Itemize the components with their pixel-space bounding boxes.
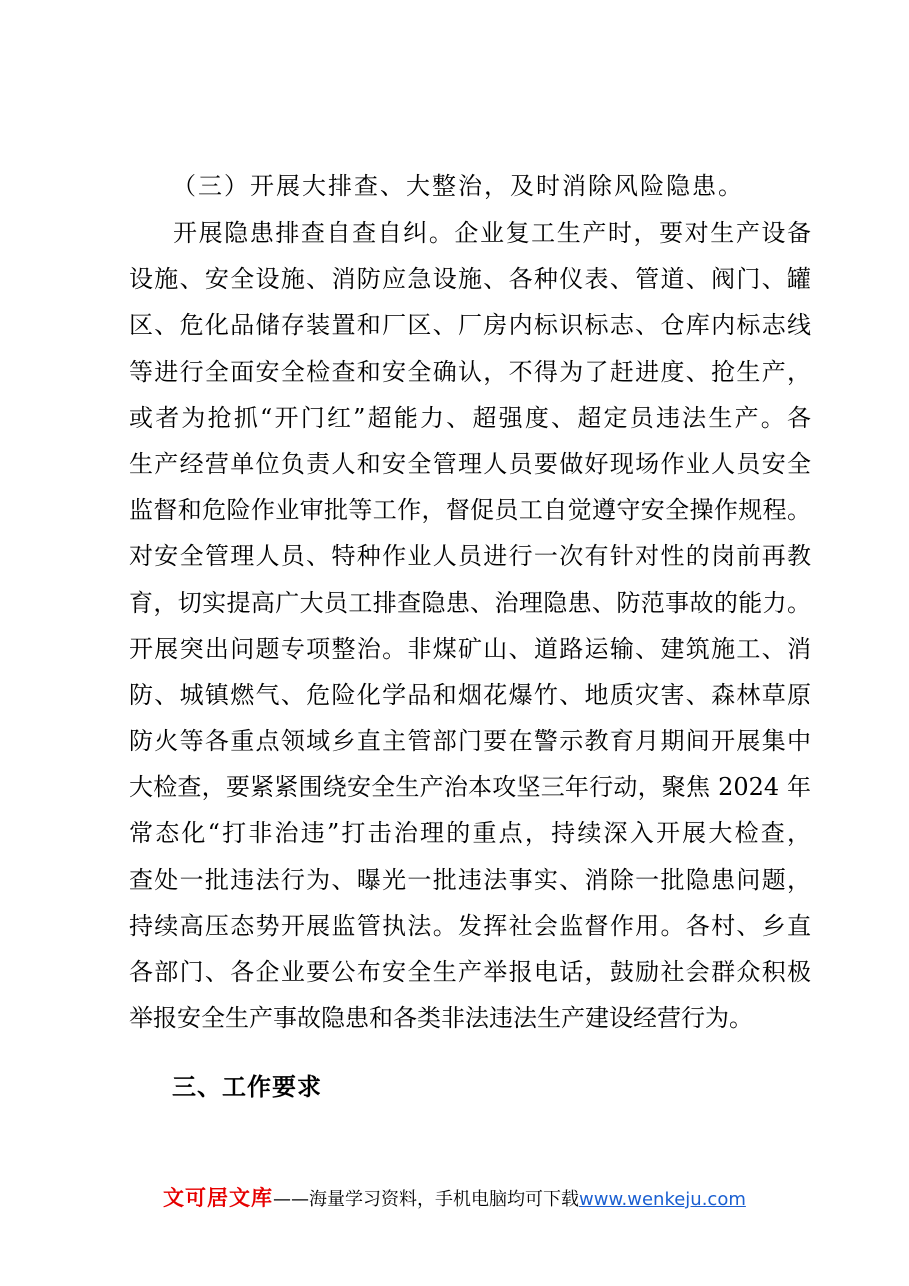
paragraph-line: 防、城镇燃气、危险化学品和烟花爆竹、地质灾害、森林草原 [129,680,811,709]
footer-banner [163,1182,783,1212]
paragraph-line: 监督和危险作业审批等工作，督促员工自觉遵守安全操作规程。 [129,496,811,525]
paragraph-line: 举报安全生产事故隐患和各类非法违法生产建设经营行为。 [129,1004,753,1033]
footer-site-link[interactable]: www.wenkeju.com [579,1189,746,1210]
paragraph-line: 区、危化品储存装置和厂区、厂房内标识标志、仓库内标志线 [129,311,811,340]
paragraph-line: 开展隐患排查自查自纠。企业复工生产时，要对生产设备 [173,219,811,247]
paragraph-line: 生产经营单位负责人和安全管理人员要做好现场作业人员安全 [129,449,811,478]
body-text [129,210,811,1041]
paragraph-line: 防火等各重点领域乡直主管部门要在警示教育月期间开展集中 [129,727,811,756]
paragraph-line: 查处一批违法行为、曝光一批违法事实、消除一批隐患问题， [129,865,811,894]
paragraph-line: 开展突出问题专项整治。非煤矿山、道路运输、建筑施工、消 [129,634,811,663]
paragraph-line: 各部门、各企业要公布安全生产举报电话，鼓励社会群众积极 [129,958,811,986]
paragraph-line: 大检查，要紧紧围绕安全生产治本攻坚三年行动，聚焦 2024 年 [129,773,811,802]
footer-tagline: ——海量学习资料，手机电脑均可下载 [273,1189,579,1210]
chapter-heading: 三、工作要求 [172,1073,322,1101]
paragraph-line: 等进行全面安全检查和安全确认，不得为了赶进度、抢生产， [129,357,811,386]
paragraph-line: 设施、安全设施、消防应急设施、各种仪表、管道、阀门、罐 [129,265,811,294]
paragraph-line: 常态化“打非治违”打击治理的重点，持续深入开展大检查， [129,819,811,848]
footer-brand: 文可居文库 [163,1186,273,1210]
paragraph-line: 对安全管理人员、特种作业人员进行一次有针对性的岗前再教 [129,542,811,571]
section-heading: （三）开展大排查、大整治，及时消除风险隐患。 [172,172,744,200]
paragraph-line: 育，切实提高广大员工排查隐患、治理隐患、防范事故的能力。 [129,588,811,617]
paragraph-line: 持续高压态势开展监管执法。发挥社会监督作用。各村、乡直 [129,911,811,940]
paragraph-line: 或者为抢抓“开门红”超能力、超强度、超定员违法生产。各 [129,403,811,432]
